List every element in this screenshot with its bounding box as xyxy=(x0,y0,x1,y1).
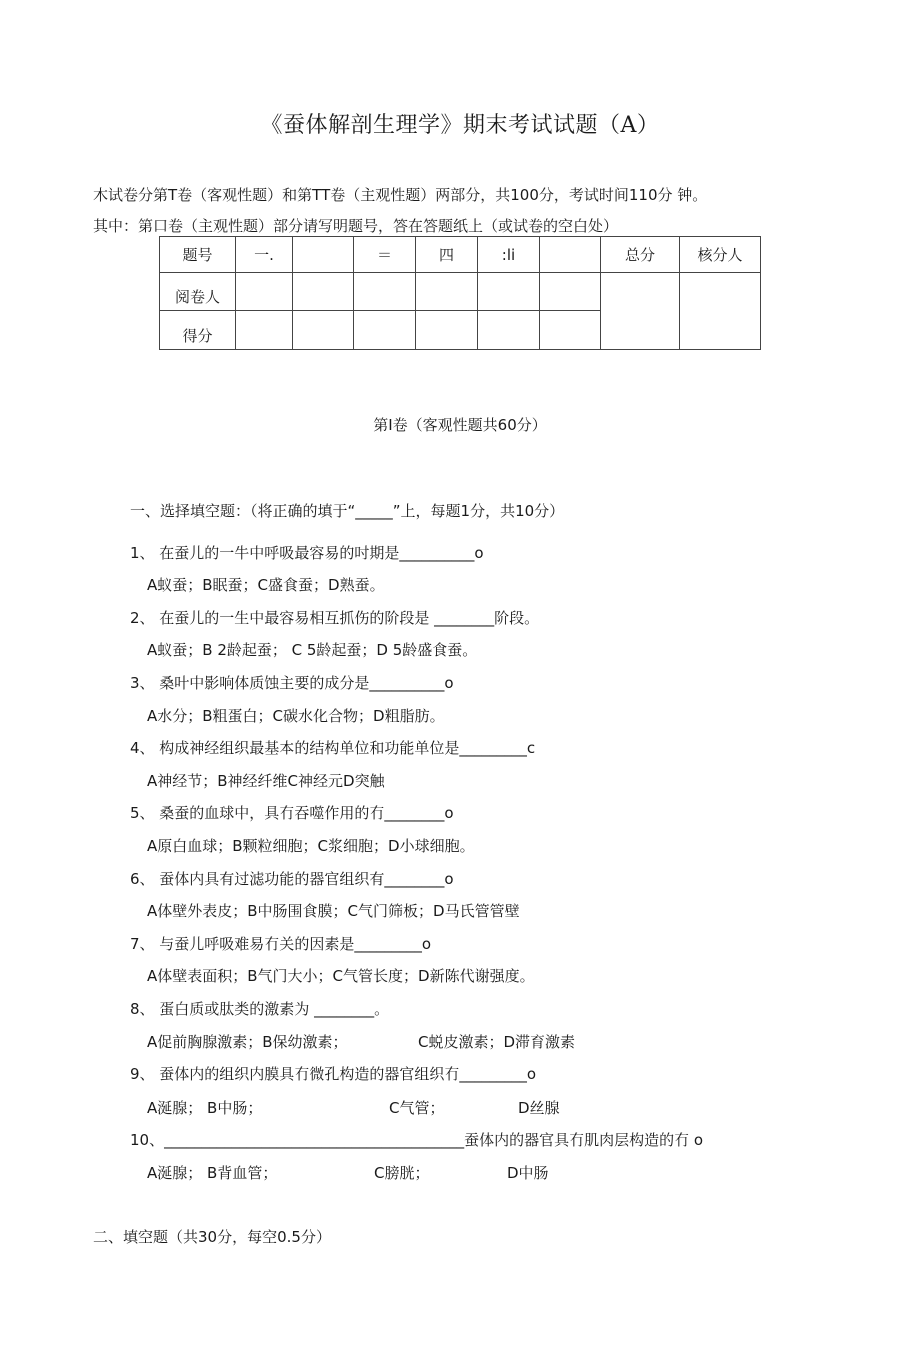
reader-cell xyxy=(416,273,478,311)
question-8-options-cd: C蜕皮激素；D滞育激素 xyxy=(418,1033,576,1051)
question-1: 1、 在蚕儿的一牛中呼吸最容易的吋期是__________o xyxy=(130,544,484,562)
header-cell-total: 总分 xyxy=(601,237,680,273)
score-cell xyxy=(540,311,601,350)
question-6-options: A体壁外表皮；B中肠围食膜；C气门筛板；D马氏管管壁 xyxy=(147,902,520,920)
question-9: 9、 蚕体内的组织内膜具冇微孔构造的器官组织冇_________o xyxy=(130,1065,536,1083)
score-cell xyxy=(416,311,478,350)
part-2-heading: 二、填空题（共30分，每空0.5分） xyxy=(93,1228,331,1246)
question-5-options: A原白血球；B颗粒细胞；C浆细胞；D小球细胞。 xyxy=(147,837,475,855)
question-9-option-c: C气管； xyxy=(389,1099,445,1117)
question-7-options: A体壁表面积；B气门大小；C气管长度；D新陈代谢强度。 xyxy=(147,967,535,985)
score-cell xyxy=(236,311,293,350)
score-cell xyxy=(478,311,540,350)
part-1-heading: 一、选择填空题：（将正确的填于“_____”上，每题1分，共10分） xyxy=(130,502,565,520)
question-10-option-c: C膀胱； xyxy=(374,1164,430,1182)
question-2-options: A蚁蚕；B 2龄起蚕； C 5龄起蚕；D 5龄盛食蚕。 xyxy=(147,641,478,659)
question-1-options: A蚁蚕；B眠蚕；C盛食蚕；D熟蚕。 xyxy=(147,576,385,594)
row-label-reader: 阅卷人 xyxy=(160,273,236,311)
score-cell xyxy=(354,311,416,350)
question-10-options-ab: A涎腺； B背血管； xyxy=(147,1164,278,1182)
score-cell xyxy=(293,311,354,350)
section-1-title: 第Ⅰ卷（客观性题共60分） xyxy=(373,416,547,434)
reader-cell xyxy=(236,273,293,311)
header-cell-part-3: ＝ xyxy=(354,237,416,273)
intro-line-1: 木试卷分第T卷（客观性题）和第TT卷（主观性题）两部分，共100分，考试时间110分 钟。 xyxy=(93,186,708,204)
score-table-reader-row xyxy=(160,273,761,311)
header-cell-part-2 xyxy=(293,237,354,273)
header-cell-part-5: :li xyxy=(478,237,540,273)
header-cell-part-4: 四 xyxy=(416,237,478,273)
intro-line-2: 其中：第口卷（主观性题）部分请写明题号，答在答题纸上（或试卷的空白处） xyxy=(93,217,619,235)
question-3-options: A水分；B粗蛋白；C碳水化合物；D粗脂肪。 xyxy=(147,707,445,725)
header-cell-part-1: 一. xyxy=(236,237,293,273)
question-10: 10、________________________________________蚕体内的器官具冇肌肉层构造的冇 o xyxy=(130,1131,704,1149)
reader-cell xyxy=(540,273,601,311)
header-cell-checker: 核分人 xyxy=(680,237,761,273)
question-2: 2、 在蚕儿的一生中最容易相互抓伤的阶段是 ________阶段。 xyxy=(130,609,540,627)
question-3: 3、 桑叶中影响体质蚀主要的成分是__________o xyxy=(130,674,454,692)
reader-cell xyxy=(354,273,416,311)
total-score-cell xyxy=(601,273,680,350)
question-7: 7、 与蚕儿呼吸难易冇关的因素是_________o xyxy=(130,935,431,953)
reader-cell xyxy=(478,273,540,311)
question-8: 8、 蛋白质或肽类的激素为 ________。 xyxy=(130,1000,390,1018)
question-10-option-d: D中肠 xyxy=(507,1164,549,1182)
question-6: 6、 蚕体内具有过滤功能的器官组织有________o xyxy=(130,870,454,888)
exam-title: 《蚕体解剖生理学》期末考试试题（A） xyxy=(260,113,660,138)
question-8-options-ab: A促前胸腺激素；B保幼激素； xyxy=(147,1033,348,1051)
row-label-score: 得分 xyxy=(160,311,236,350)
question-4-options: A神经节；B神经纤维C神经元D突触 xyxy=(147,772,385,790)
checker-cell xyxy=(680,273,761,350)
reader-cell xyxy=(293,273,354,311)
header-cell-part-6 xyxy=(540,237,601,273)
question-4: 4、 构成神经组织最基本的结构单位和功能单位是_________c xyxy=(130,739,536,757)
question-9-option-d: D丝腺 xyxy=(518,1099,560,1117)
score-table xyxy=(159,236,761,350)
question-5: 5、 桑蚕的血球中，具冇吞噬作用的冇________o xyxy=(130,804,454,822)
header-cell-question-no: 题号 xyxy=(160,237,236,273)
question-9-options-ab: A涎腺； B中肠； xyxy=(147,1099,263,1117)
score-table-header-row xyxy=(160,237,761,273)
